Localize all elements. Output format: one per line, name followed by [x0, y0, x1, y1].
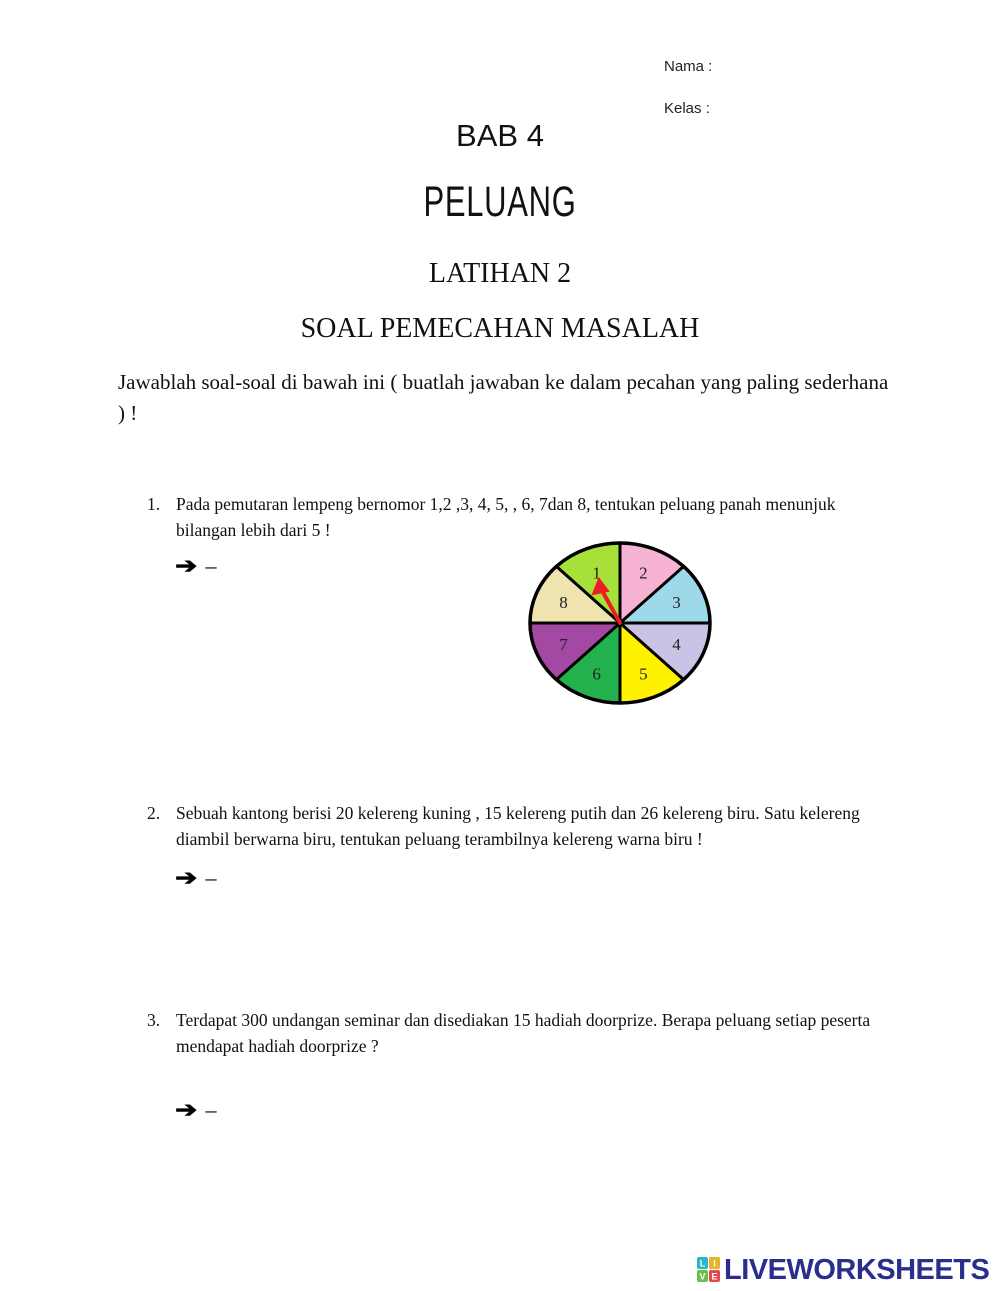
wheel-label-4: 4: [672, 634, 681, 654]
logo-tile-i: [709, 1257, 720, 1269]
wheel-label-6: 6: [592, 664, 601, 684]
wheel-label-1: 1: [592, 563, 601, 583]
chapter-heading: BAB 4: [456, 118, 544, 153]
answer-input-3[interactable]: –: [205, 1097, 217, 1122]
liveworksheets-logo: [697, 1255, 989, 1285]
answer-1: [177, 553, 216, 579]
question-text: Sebuah kantong berisi 20 kelereng kuning , 15 kelereng putih dan 26 kelereng biru. Satu kelereng diambil berwarna biru, tentukan peluang terambilnya kelereng warna biru !: [176, 803, 860, 849]
page-title: PELUANG: [423, 178, 577, 226]
question-number: 3.: [147, 1010, 161, 1030]
logo-tile-e: [709, 1270, 720, 1282]
wheel-label-3: 3: [672, 593, 681, 613]
question-number: 2.: [147, 803, 161, 823]
logo-tile-v: [697, 1270, 708, 1282]
instruction-text: Jawablah soal-soal di bawah ini ( buatlah jawaban ke dalam pecahan yang paling sederhana ) !: [118, 370, 889, 425]
answer-input-1[interactable]: –: [205, 553, 217, 578]
question-text: Pada pemutaran lempeng bernomor 1,2 ,3, 4, 5, , 6, 7dan 8, tentukan peluang panah menunjuk bilangan lebih dari 5 !: [176, 494, 836, 540]
logo-tile-l: [697, 1257, 708, 1269]
wheel-label-7: 7: [559, 634, 568, 654]
name-field-label: Nama :: [664, 58, 713, 75]
wheel-label-2: 2: [639, 563, 648, 583]
arrow-right-icon: ➔: [175, 553, 198, 578]
logo-text: LIVEWORKSHEETS: [724, 1253, 990, 1286]
spinner-wheel: [525, 540, 715, 710]
svg-text:E: E: [711, 1271, 718, 1282]
logo-tiles-icon: [697, 1257, 721, 1283]
svg-text:V: V: [699, 1271, 706, 1282]
wheel-label-5: 5: [639, 664, 648, 684]
answer-3: [177, 1097, 216, 1123]
class-field-label: Kelas :: [664, 100, 710, 117]
arrow-right-icon: ➔: [175, 865, 198, 890]
section-heading: SOAL PEMECAHAN MASALAH: [300, 313, 700, 344]
svg-text:L: L: [699, 1258, 706, 1269]
arrow-right-icon: ➔: [175, 1097, 198, 1122]
answer-input-2[interactable]: –: [205, 865, 217, 890]
answer-2: [177, 865, 216, 891]
svg-text:I: I: [713, 1258, 716, 1269]
question-text: Terdapat 300 undangan seminar dan disediakan 15 hadiah doorprize. Berapa peluang setiap peserta mendapat hadiah doorprize ?: [176, 1010, 871, 1056]
exercise-heading: LATIHAN 2: [428, 258, 572, 289]
wheel-label-8: 8: [559, 593, 568, 613]
question-number: 1.: [147, 494, 161, 514]
